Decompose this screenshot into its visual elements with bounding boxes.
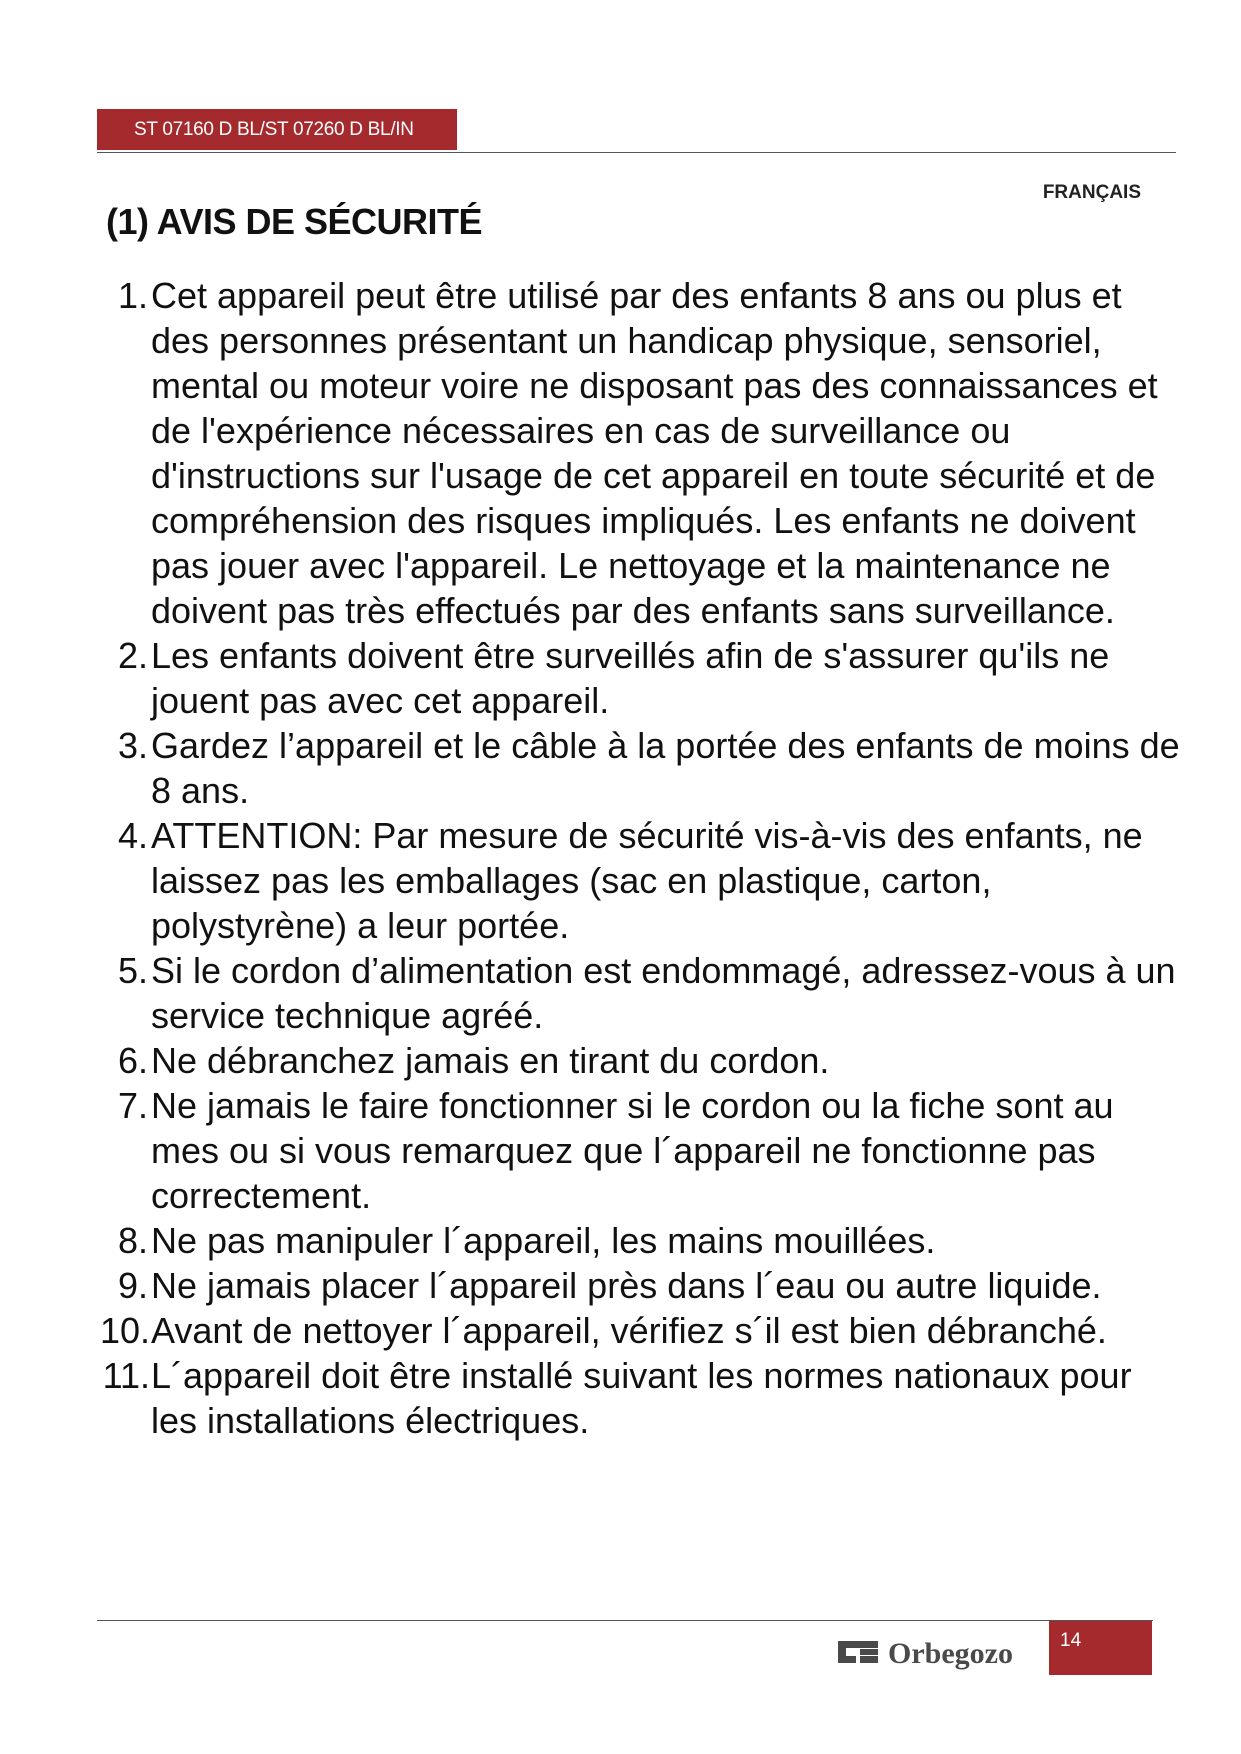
orbegozo-logo — [838, 1625, 1038, 1675]
model-number-tag: ST 07160 D BL/ST 07260 D BL/IN — [97, 109, 457, 150]
list-item — [0, 1353, 1241, 1443]
item-number: 11. — [102, 1355, 150, 1396]
footer-divider — [97, 1620, 1153, 1621]
list-item — [0, 273, 1241, 633]
item-number: 4. — [117, 815, 148, 856]
item-text: Si le cordon d’alimentation est endommagé, adressez-vous à un service technique agréé. — [151, 950, 1176, 1036]
item-text: Cet appareil peut être utilisé par des enfants 8 ans ou plus et des personnes présentant un handicap physique, sensoriel, mental ou moteur voire ne disposant pas des connaissances et de l'expérience nécessaires en cas de surveillance ou d'instructions sur l'usage de cet appareil en toute sécurité et de compréhension des risques impliqués. Les enfants ne doivent pas jouer avec l'appareil. Le nettoyage et la maintenance ne doivent pas très effectués par des enfants sans surveillance. — [151, 275, 1158, 631]
list-item — [0, 1218, 1241, 1263]
item-text: Ne pas manipuler l´appareil, les mains mouillées. — [151, 1220, 936, 1261]
item-number: 10. — [99, 1310, 150, 1351]
safety-list — [0, 273, 1241, 1443]
item-number: 8. — [117, 1220, 148, 1261]
item-text: Ne jamais placer l´appareil près dans l´eau ou autre liquide. — [151, 1265, 1102, 1306]
list-item — [0, 1083, 1241, 1218]
item-number: 1. — [117, 275, 148, 316]
item-text: Les enfants doivent être surveillés afin de s'assurer qu'ils ne jouent pas avec cet appareil. — [151, 635, 1110, 721]
list-item — [0, 1038, 1241, 1083]
item-text: Avant de nettoyer l´appareil, vérifiez s´il est bien débranché. — [151, 1310, 1107, 1351]
header-divider — [97, 152, 1176, 153]
list-item — [0, 1263, 1241, 1308]
list-item — [0, 813, 1241, 948]
item-number: 7. — [117, 1085, 148, 1126]
language-label: FRANÇAIS — [1042, 182, 1141, 203]
page-number: 14 — [1049, 1621, 1152, 1675]
item-text: Gardez l’appareil et le câble à la portée des enfants de moins de 8 ans. — [151, 725, 1180, 811]
item-text: L´appareil doit être installé suivant les normes nationaux pour les installations électriques. — [151, 1355, 1132, 1441]
brand-name: Orbegozo — [888, 1637, 1013, 1670]
list-item — [0, 948, 1241, 1038]
item-number: 6. — [117, 1040, 148, 1081]
item-number: 3. — [117, 725, 148, 766]
list-item — [0, 1308, 1241, 1353]
item-text: Ne débranchez jamais en tirant du cordon. — [151, 1040, 830, 1081]
item-number: 9. — [117, 1265, 148, 1306]
brand-mark-icon — [838, 1641, 878, 1663]
list-item — [0, 723, 1241, 813]
item-text: Ne jamais le faire fonctionner si le cordon ou la fiche sont au mes ou si vous remarquez que l´appareil ne fonctionne pas correctement. — [151, 1085, 1114, 1216]
list-item — [0, 633, 1241, 723]
section-title: (1) AVIS DE SÉCURITÉ — [106, 201, 483, 242]
item-text: ATTENTION: Par mesure de sécurité vis-à-vis des enfants, ne laissez pas les emballages (sac en plastique, carton, polystyrène) a leur portée. — [151, 815, 1143, 946]
item-number: 2. — [117, 635, 148, 676]
item-number: 5. — [117, 950, 148, 991]
